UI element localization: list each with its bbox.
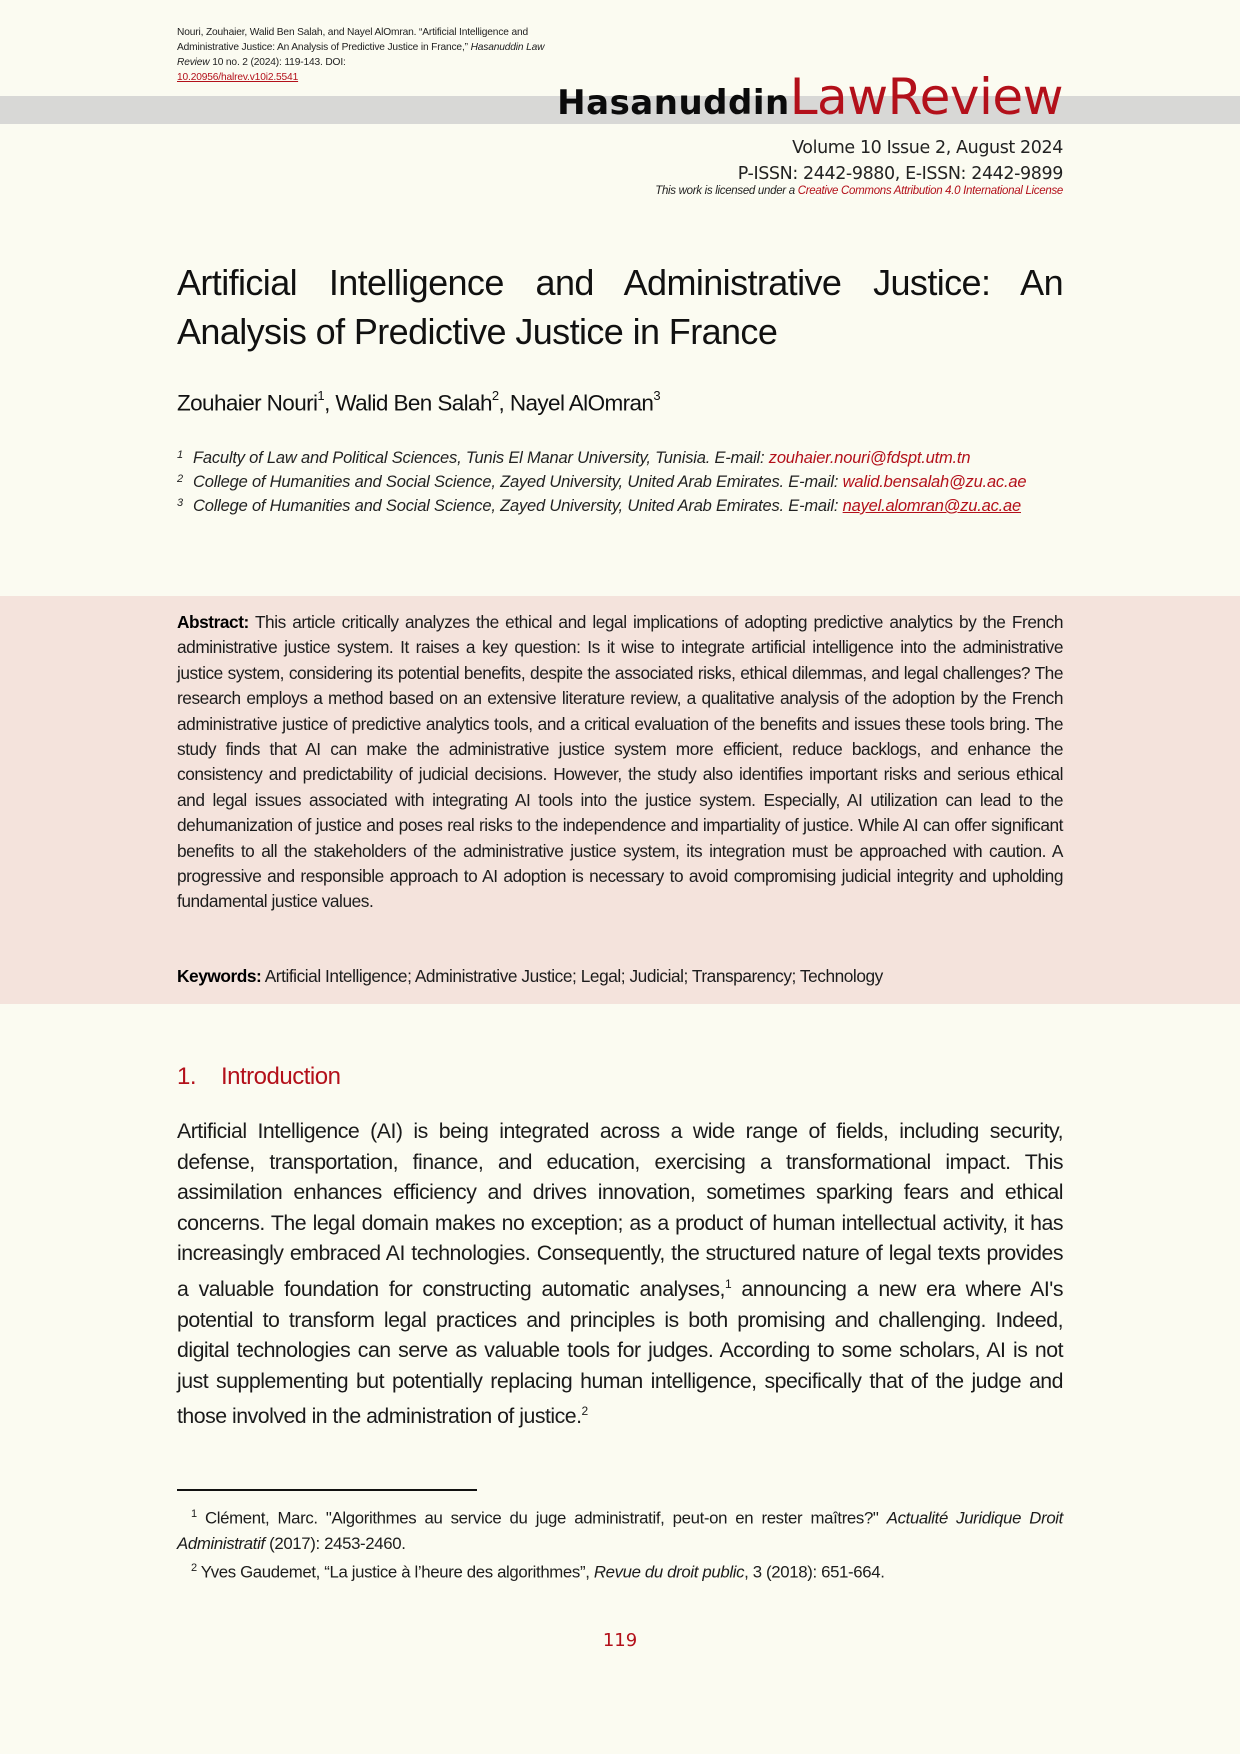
intro-text-part1: Artificial Intelligence (AI) is being integrated across a wide range of fields, including security, defense, transportation, finance, and education, exercising a transformational impact. This assimilation enhances efficiency and drives innovation, sometimes sparking fears and ethical concerns. The legal domain makes no exception; as a product of human intellectual activity, it has increasingly embraced AI technologies. Consequently, the structured nature of legal texts provides a valuable foundation for constructing automatic analyses,: [177, 1119, 1063, 1302]
affiliation-item: [177, 494, 1063, 518]
license-prefix: This work is licensed under a: [655, 185, 798, 197]
doi-link[interactable]: 10.20956/halrev.v10i2.5541: [177, 72, 299, 83]
abstract-label: Abstract:: [177, 612, 249, 632]
author-name: Walid Ben Salah: [335, 390, 492, 416]
issn: P-ISSN: 2442-9880, E-ISSN: 2442-9899: [737, 164, 1063, 184]
affiliation-text: Faculty of Law and Political Sciences, Tunis El Manar University, Tunisia. E-mail:: [193, 449, 769, 467]
article-title: Artificial Intelligence and Administrative Justice: An Analysis of Predictive Justice in France: [177, 262, 1063, 352]
affiliation-text: College of Humanities and Social Science, Zayed University, United Arab Emirates. E-mail:: [193, 497, 843, 515]
affiliation-item: [177, 470, 1063, 494]
author-affil-ref: 3: [653, 388, 660, 403]
journal-masthead: [557, 68, 1063, 126]
footnote-text: Clément, Marc. "Algorithmes au service du juge administratif, peut-on en rester maîtres?": [196, 1508, 887, 1528]
affiliation-number: 3: [177, 497, 183, 509]
affiliation-text: College of Humanities and Social Science, Zayed University, United Arab Emirates. E-mail:: [193, 473, 843, 491]
email-link[interactable]: zouhaier.nouri@fdspt.utm.tn: [768, 449, 971, 467]
abstract-text: This article critically analyzes the ethical and legal implications of adopting predictive analytics by the French administrative justice system. It raises a key question: Is it wise to integrate artificial intelligence into the administrative justice system, considering its potential benefits, despite the associated risks, ethical dilemmas, and legal challenges? The research employs a method based on an extensive literature review, a qualitative analysis of the adoption by the French administrative justice of predictive analytics tools, and a critical evaluation of the benefits and issues these tools bring. The study finds that AI can make the administrative justice system more efficient, reduce backlogs, and enhance the consistency and predictability of judicial decisions. However, the study also identifies important risks and serious ethical and legal issues associated with integrating AI tools into the justice system. Especially, AI utilization can lead to the dehumanization of justice and poses real risks to the independence and impartiality of justice. While AI can offer significant benefits to all the stakeholders of the administrative justice system, its integration must be approached with caution. A progressive and responsible approach to AI adoption is necessary to avoid compromising judicial integrity and upholding fundamental justice values.: [177, 612, 1063, 912]
page-number: 119: [602, 1630, 638, 1651]
author-name: Nayel AlOmran: [509, 390, 654, 416]
citation-journal: Hasanuddin Law Review: [177, 42, 545, 68]
abstract: [177, 610, 1063, 915]
affiliation-number: 1: [177, 449, 183, 461]
citation-authors-title: Nouri, Zouhaier, Walid Ben Salah, and Nayel AlOmran. “Artificial Intelligence and Administrative Justice: An Analysis of Predictive Justice in France,”: [177, 27, 529, 53]
author-name: Zouhaier Nouri: [177, 390, 318, 416]
keywords-label: Keywords:: [177, 966, 262, 986]
citation-block: [177, 25, 547, 85]
footnote-source: Actualité Juridique Droit Administratif: [177, 1508, 1063, 1553]
footnote-item: [177, 1556, 1063, 1585]
intro-text-part2: announcing a new era where AI's potential to transform legal practices and principles is both promising and challenging. Indeed, digital technologies can serve as valuable tools for judges. According to some scholars, AI is not just supplementing but potentially replacing human intelligence, specifically that of the judge and those involved in the administration of justice.: [177, 1277, 1064, 1429]
author-separator: ,: [498, 390, 510, 416]
footnotes: [177, 1502, 1063, 1584]
section-heading-introduction: [177, 1063, 340, 1091]
affiliations: [177, 446, 1063, 518]
footnote-tail: , 3 (2018): 651-664.: [744, 1562, 885, 1582]
citation-details: 10 no. 2 (2024): 119-143. DOI:: [212, 57, 346, 68]
section-number: 1.: [177, 1063, 197, 1090]
footnote-ref[interactable]: 1: [724, 1276, 732, 1291]
footnote-number: 1: [191, 1508, 197, 1520]
footnote-item: [177, 1502, 1063, 1556]
volume-info: [738, 135, 1063, 187]
footnote-text: Yves Gaudemet, “La justice à l’heure des algorithmes”,: [196, 1562, 594, 1582]
keywords-text: Artificial Intelligence; Administrative Justice; Legal; Judicial; Transparency; Technology: [261, 966, 883, 986]
affiliation-number: 2: [177, 473, 183, 485]
footnote-source: Revue du droit public: [593, 1562, 745, 1582]
footnote-number: 2: [191, 1561, 197, 1574]
masthead-name-part1: Hasanuddin: [557, 83, 790, 123]
masthead-name-part2: LawReview: [789, 68, 1063, 126]
footnote-tail: (2017): 2453-2460.: [264, 1533, 406, 1553]
email-link[interactable]: nayel.alomran@zu.ac.ae: [842, 497, 1021, 515]
author-affil-ref: 2: [491, 388, 499, 403]
author-list: [177, 390, 660, 417]
affiliation-item: [177, 446, 1063, 470]
keywords: [177, 966, 1063, 987]
footnote-divider: [177, 1489, 477, 1491]
volume-issue: Volume 10 Issue 2, August 2024: [792, 138, 1063, 158]
footnote-ref[interactable]: 2: [581, 1404, 588, 1419]
author-affil-ref: 1: [317, 388, 325, 403]
author-separator: ,: [324, 390, 336, 416]
introduction-paragraph: [177, 1116, 1063, 1432]
license-notice: [655, 185, 1063, 197]
email-link[interactable]: walid.bensalah@zu.ac.ae: [842, 473, 1027, 491]
section-title: Introduction: [221, 1063, 341, 1090]
license-link[interactable]: Creative Commons Attribution 4.0 International License: [797, 185, 1063, 197]
